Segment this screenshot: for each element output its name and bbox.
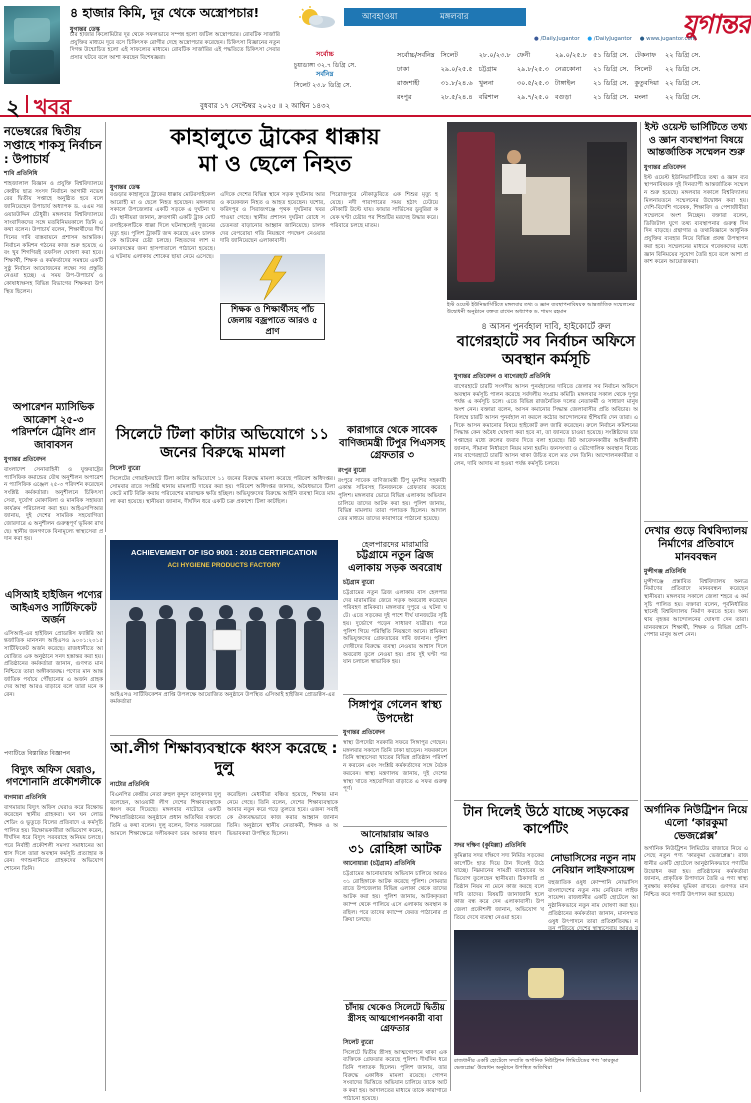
table-cell: ২৯.০/২৫.৫ — [440, 65, 473, 73]
table-cell: ৩০.৫/২৫.৩ — [516, 79, 549, 87]
column-middle — [343, 540, 447, 990]
teaser-byline: যুগান্তর ডেস্ক — [70, 26, 100, 33]
article-body: চট্টগ্রামের আনোয়ারায় অভিযান চালিয়ে আরও ৩১ রোহিঙ্গাকে আটক করেছে পুলিশ। সোমবার রাতে উপজেলার বিভিন্ন এলাকা থেকে তাদের আটক করা হয়। পুলিশ জানায়, আটককৃতরা ক্যাম্প থেকে পালিয়ে এসে এলাকায় অবস্থান করছিল। পরে তাদের ক্যাম্পে ফেরত পাঠানোর প্রক্রিয়া চলছে। — [343, 871, 447, 924]
twitter-icon: ● — [587, 36, 593, 42]
article-body: বাগমারায় বিদ্যুৎ অফিস ঘেরাও করে বিক্ষোভ করেছেন স্থানীয় গ্রাহকরা। ঘন ঘন লোডশেডিং ও ভুতুড়ে বিলের প্রতিবাদে এ কর্মসূচি পালিত হয়। বিক্ষোভকারীরা অভিযোগ করেন, দীর্ঘদিন ধরে বিদ্যুৎ সরবরাহে অনিয়ম চলছে। পরে নির্বাহী প্রকৌশলী সমস্যা সমাধানের আশ্বাস দিলে তারা অবস্থান কর্মসূচি প্রত্যাহার করেন। গণশুনানিতে গ্রাহকদের অভিযোগ শোনেন তিনি। — [4, 804, 103, 873]
table-cell: ২৯.৮/২৫.৩ — [516, 65, 549, 73]
twitter-link[interactable]: /DailyJugantor — [593, 36, 633, 42]
article-byline: যুগান্তর প্রতিবেদন — [644, 163, 686, 171]
max-value: চুয়াডাঙ্গা ৩২.৭ ডিগ্রি সে. — [294, 62, 357, 69]
table-cell: ২৯.৭/২৫.০ — [516, 93, 549, 101]
table-cell: চট্টগ্রাম — [478, 65, 497, 73]
table-cell: সর্বোচ্চ/সর্বনিম্ন — [397, 51, 435, 59]
table-cell: মংলা — [634, 93, 648, 101]
lead-body: এদিকে দেশের বিভিন্ন স্থানে সড়ক দুর্ঘটনায় আরও কয়েকজন নিহত ও আহত হয়েছেন। যশোর, ফরিদপুর ও সিরাজগঞ্জে পৃথক দুর্ঘটনার খবর পাওয়া গেছে। স্থানীয় প্রশাসন দুর্ঘটনা রোধে সচেতনতা বাড়ানোর আহ্বান জানিয়েছে। চালকদের বেপরোয়া গতি নিয়ন্ত্রণে পদক্ষেপ নেওয়ার দাবি জানিয়েছেন এলাকাবাসী। — [220, 192, 325, 245]
table-cell: ৩১.৮/২৪.৬ — [440, 79, 473, 87]
article-body: অর্গানিক নিউট্রিশন লিমিটেড বাজারে নিয়ে এসেছে নতুন পণ্য ‘কারকুমা ভেজপ্লেক্স’। রাজধানীর একটি হোটেলে আনুষ্ঠানিকভাবে পণ্যটির উদ্বোধন করা হয়। প্রতিষ্ঠানের কর্মকর্তারা জানান, প্রাকৃতিক উপাদানে তৈরি এ পণ্য স্বাস্থ্য সুরক্ষায় কার্যকর ভূমিকা রাখবে। গুণগত মান নিশ্চিত করে পণ্যটি উৎপাদন করা হয়েছে। — [644, 845, 748, 898]
article-byline: যুগান্তর প্রতিবেদন — [4, 456, 46, 463]
certification-block — [110, 540, 338, 730]
article-headline: এসিআই হাইজিন পণ্যের আইএসও সার্টিফিকেট অর্জন — [4, 590, 103, 626]
table-cell: কুতুবদিয়া — [634, 79, 659, 87]
table-cell: ২১ ডিগ্রি সে. — [593, 65, 629, 73]
article-byline: সিলেট ব্যুরো — [343, 1038, 374, 1046]
article-headline: দেখার গুড়ে বিশ্ববিদ্যালয় নির্মাণের প্রতিবাদে মানববন্ধন — [644, 521, 748, 564]
article-body: বিএনপির কেন্দ্রীয় নেতা রুহুল কুদ্দুস তালুকদার দুলু বলেছেন, আওয়ামী লীগ দেশের শিক্ষাব্যবস্থাকে ধ্বংস করে দিয়েছে। মঙ্গলবার নাটোরে একটি শিক্ষাপ্রতিষ্ঠানের অনুষ্ঠানে প্রধান অতিথির বক্তব্যে তিনি এ কথা বলেন। দুলু বলেন, বিগত সরকারের আমলে শিক্ষাক্ষেত্রে দলীয়করণ চরম আকার ধারণ করেছিল। মেধাবীরা বঞ্চিত হয়েছে, শিক্ষার মান নেমে গেছে। তিনি বলেন, দেশের শিক্ষাব্যবস্থাকে আবার নতুন করে গড়ে তুলতে হবে। এজন্য সবাইকে ঐক্যবদ্ধভাবে কাজ করার আহ্বান জানান তিনি। অনুষ্ঠানে স্থানীয় নেতাকর্মী, শিক্ষক ও অভিভাবকরা উপস্থিত ছিলেন। — [110, 792, 338, 837]
article-headline: নোভাসিসের নতুন নাম নেবিয়ান লাইফসায়েন্স — [550, 853, 636, 876]
lead-body: পিরোজপুরে নৌকাডুবিতে এক শিশুর মৃত্যু হয়েছে। নদী পারাপারের সময় হঠাৎ ঢেউয়ে নৌকাটি উল্টে যায়। ফায়ার সার্ভিসের ডুবুরিরা কয়েক ঘণ্টা চেষ্টার পর শিশুটির মরদেহ উদ্ধার করে। পরিবারে চলছে মাতম। — [330, 192, 439, 229]
page-number: ২ — [6, 96, 21, 121]
event-photo — [454, 930, 638, 1055]
masthead-logo[interactable]: যুগান্তর — [682, 10, 750, 40]
table-cell: ২২ ডিগ্রি সে. — [664, 51, 701, 59]
article-byline: শাবি প্রতিনিধি — [4, 170, 38, 177]
article-byline: চট্টগ্রাম ব্যুরো — [343, 579, 375, 586]
photo-caption: ইস্ট ওয়েস্ট ইউনিভার্সিটিতে মঙ্গলবার তথ্য ও জ্ঞান ব্যবস্থাপনাবিষয়ক আন্তর্জাতিক সম্মেলনের উদ্বোধনী অনুষ্ঠানে বক্তব্য রাখেন অধ্যাপক ড. শামস রহমান — [447, 302, 635, 315]
article-headline: সিঙ্গাপুর গেলেন স্বাস্থ্য উপদেষ্টা — [343, 694, 447, 725]
weather-label: আবহাওয়া — [362, 12, 398, 22]
lead-body: বগুড়ার কাহালুতে ট্রাকের ধাক্কায় মোটরসাইকেল আরোহী মা ও ছেলে নিহত হয়েছেন। মঙ্গলবার সকালে উপজেলার একটি সড়কে এ দুর্ঘটনা ঘটে। স্থানীয়রা জানান, দ্রুতগামী একটি ট্রাক মোটরসাইকেলটিকে ধাক্কা দিলে ঘটনাস্থলেই দুজনের মৃত্যু হয়। পুলিশ ট্রাকটি জব্দ করেছে এবং চালককে আটকের চেষ্টা চলছে। নিহতদের লাশ ময়নাতদন্তের জন্য হাসপাতালে পাঠানো হয়েছে। এ ঘটনায় এলাকায় শোকের ছায়া নেমে এসেছে। — [110, 192, 215, 260]
article-headline: নভেম্বরের দ্বিতীয় সপ্তাহে শাকসু নির্বাচন : উপাচার্য — [4, 124, 102, 166]
table-cell: ২১ ডিগ্রি সে. — [593, 93, 629, 101]
article-body: সিলেটের গোয়াইনঘাটে টিলা কাটার অভিযোগে ১১ জনের বিরুদ্ধে মামলা করেছে পরিবেশ অধিদপ্তর। সোমবার রাতে সংশ্লিষ্ট থানায় মামলাটি দায়ের করা হয়। পরিবেশ অধিদপ্তর জানায়, অবৈধভাবে টিলা কেটে মাটি বিক্রি করায় পরিবেশের মারাত্মক ক্ষতি হচ্ছিল। অভিযুক্তদের বিরুদ্ধে আইনি ব্যবস্থা নিতে মামলা করা হয়েছে। স্থানীয়রা জানান, দীর্ঘদিন ধরে একটি চক্র প্রকাশ্যে টিলা কাটছিল। — [110, 476, 335, 506]
article-headline: চাঁদায় থেকেও সিলেটে দ্বিতীয় স্ত্রীসহ আত্মগোপনকারী বাবা গ্রেফতার — [343, 1000, 447, 1035]
table-row — [394, 48, 703, 62]
cert-caption: আইএসও সার্টিফিকেশন প্রাপ্তি উপলক্ষে আয়োজিত অনুষ্ঠানে উপস্থিত এসিআই হাইজিন প্রোডাক্টস-এর কর্মকর্তারা — [110, 692, 335, 706]
folio-divider — [26, 95, 28, 113]
table-cell: ২৯.০/২৫.৮ — [554, 51, 588, 59]
article-headline: সিলেটে টিলা কাটার অভিযোগে ১১ জনের বিরুদ্ধে মামলা — [116, 425, 329, 461]
article-body: স্বাস্থ্য উপদেষ্টা সরকারি সফরে সিঙ্গাপুর গেছেন। মঙ্গলবার সকালে তিনি ঢাকা ছাড়েন। সফরকালে তিনি স্বাস্থ্যসেবা খাতের বিভিন্ন প্রতিষ্ঠান পরিদর্শন করবেন এবং সংশ্লিষ্ট কর্মকর্তাদের সঙ্গে বৈঠক করবেন। স্বাস্থ্য মন্ত্রণালয় জানায়, দুই দেশের স্বাস্থ্য খাতে সহযোগিতা বাড়াতে এ সফর গুরুত্বপূর্ণ। — [343, 740, 447, 793]
people-silhouettes — [118, 600, 330, 690]
event-caption: রাজধানীর একটি হোটেলে সম্প্রতি অর্গানিক নিউট্রিশন লিমিটেডের পণ্য ‘কারকুমা ভেজপ্লেক্স’ উদ্বোধন অনুষ্ঠানে উপস্থিত অতিথিরা — [454, 1058, 619, 1071]
table-cell: ঢাকা — [397, 65, 410, 73]
article-headline: ইস্ট ওয়েস্ট ভার্সিটিতে তথ্য ও জ্ঞান ব্যবস্থাপনা বিষয়ে আন্তর্জাতিক সম্মেলন শুরু — [644, 122, 748, 158]
facebook-link[interactable]: /Daily.Jugantor — [540, 36, 580, 42]
lightning-icon — [220, 254, 325, 302]
article-headline: অপারেশন ম্যাসিভিক আক্রোশ ২৫-৩ পরিদর্শনে ট্রেনিং প্রান জাবাবসন — [11, 402, 96, 451]
table-cell: ২২ ডিগ্রি সে. — [664, 65, 701, 73]
article-headline: টান দিলেই উঠে যাচ্ছে সড়কের কার্পেটিং — [454, 800, 638, 838]
article-headline: কারাগারে থেকে সাবেক বাণিজ্যমন্ত্রী টিপুর পিএসসহ গ্রেফতার ৩ — [339, 425, 445, 461]
article-kicker: ৪ আসন পুনর্বহাল দাবি, হাইকোর্টে রুল — [481, 322, 611, 332]
lead-byline: যুগান্তর ডেস্ক — [110, 184, 140, 191]
article-body: রংপুরে সাবেক বাণিজ্যমন্ত্রী টিপু মুনশির সহকারী একান্ত সচিবসহ তিনজনকে গ্রেফতার করেছে পুলিশ। মঙ্গলবার ভোরে বিভিন্ন এলাকায় অভিযান চালিয়ে তাদের আটক করা হয়। পুলিশ জানায়, বিভিন্ন মামলায় তারা পলাতক ছিলেন। আদালতের মাধ্যমে তাদের কারাগারে পাঠানো হয়েছে। — [338, 477, 446, 523]
min-value: সিলেট ২৩.৮ ডিগ্রি সে. — [294, 82, 352, 89]
section-name: খবর — [34, 95, 72, 119]
article-body: বাংলাদেশ সেনাবাহিনী ও যুক্তরাষ্ট্রের প্যাসিফিক কমান্ডের যৌথ অনুশীলন অপারেশন প্যাসিফিক এঞ্জেল ২৫-৩ পরিদর্শন করেছেন সংশ্লিষ্ট কর্মকর্তারা। অনুশীলনে চিকিৎসা সেবা, দুর্যোগ মোকাবিলা ও মানবিক সহায়তা কার্যক্রম পরিচালনা করা হয়। আইএসপিআর জানায়, দুই দেশের সামরিক সহযোগিতা জোরদারে এ অনুশীলন গুরুত্বপূর্ণ ভূমিকা রাখছে। স্থানীয় জনগণকে বিনামূল্যে স্বাস্থ্যসেবা প্রদান করা হয়। — [4, 467, 103, 543]
facebook-icon: ● — [534, 36, 539, 42]
column-rule — [105, 122, 106, 532]
teaser-body: চার হাজার কিলোমিটার দূর থেকে সফলভাবে সম্পন্ন হলো জটিল অস্ত্রোপচার। রোবটিক সার্জারি প্রযুক্তির মাধ্যমে দূরে বসে চিকিৎসক রোগীর দেহে অস্ত্রোপচার করেছেন। চিকিৎসা বিজ্ঞানের নতুন দিগন্ত উন্মোচিত হলো এই সাফল্যের মাধ্যমে। রোবটিক সার্জারির এই পদ্ধতিতে চিকিৎসা সেবার প্রসার ঘটবে বলে আশা করছেন বিশেষজ্ঞরা। — [70, 32, 280, 62]
article-byline: সদর দক্ষিণ (কুমিল্লা) প্রতিনিধি — [454, 842, 526, 849]
table-cell: ২৮.৫/২৪.৪ — [440, 93, 473, 101]
folio-date: বুধবার ১৭ সেপ্টেম্বর ২০২৫ ॥ ২ আশ্বিন ১৪৩২ — [200, 102, 331, 110]
weather-panel — [284, 0, 751, 101]
article-headline: বাগেরহাটে সব নির্বাচন অফিসে অবস্থান কর্মসূচি — [456, 334, 636, 368]
table-cell: ফেনী — [516, 51, 531, 59]
max-label: সর্বোচ্চ — [316, 50, 334, 58]
article-body: সিলেটে দ্বিতীয় স্ত্রীসহ আত্মগোপনে থাকা এক ব্যক্তিকে গ্রেফতার করেছে পুলিশ। দীর্ঘদিন ধরে তিনি পলাতক ছিলেন। পুলিশ জানায়, তার বিরুদ্ধে একাধিক মামলা রয়েছে। গোপন সংবাদের ভিত্তিতে অভিযান চালিয়ে তাকে আটক করা হয়। আদালতের মাধ্যমে তাকে কারাগারে পাঠানো হয়েছে। — [343, 1049, 447, 1102]
table-row — [394, 76, 703, 90]
social-bar — [534, 36, 750, 46]
article-body: চট্টগ্রামের নতুন ব্রিজ এলাকায় বাস হেলপারদের মারামারির জেরে সড়ক অবরোধ করেছেন পরিবহণ শ্রমিকরা। মঙ্গলবার দুপুরে এ ঘটনা ঘটে। এতে সড়কের দুই পাশে দীর্ঘ যানজটের সৃষ্টি হয়। দুর্ভোগে পড়েন সাধারণ যাত্রীরা। পরে পুলিশ গিয়ে পরিস্থিতি নিয়ন্ত্রণে আনে। শ্রমিকরা অভিযুক্তদের গ্রেফতারের দাবি জানান। পুলিশ দোষীদের বিরুদ্ধে ব্যবস্থা নেওয়ার আশ্বাস দিলে অবরোধ তুলে নেওয়া হয়। প্রায় দুই ঘণ্টা পর যান চলাচল স্বাভাবিক হয়। — [343, 590, 447, 666]
surgery-photo — [4, 6, 60, 84]
table-cell: নেত্রকোনা — [554, 65, 582, 73]
article-byline: যুগান্তর প্রতিবেদন ও বাগেরহাট প্রতিনিধি — [454, 373, 551, 380]
article-body: শাহজালাল বিজ্ঞান ও প্রযুক্তি বিশ্ববিদ্যালয়ে কেন্দ্রীয় ছাত্র সংসদ নির্বাচন আগামী নভেম্বরের দ্বিতীয় সপ্তাহে অনুষ্ঠিত হবে বলে জানিয়েছেন উপাচার্য অধ্যাপক ড. এএম সরওয়ারউদ্দিন চৌধুরী। মঙ্গলবার বিশ্ববিদ্যালয়ে সাংবাদিকদের সঙ্গে মতবিনিময়কালে তিনি এ কথা বলেন। উপাচার্য বলেন, শিক্ষার্থীদের দীর্ঘদিনের দাবি বাস্তবায়নে প্রশাসন আন্তরিক। নির্বাচন কমিশন গঠনের কাজ শুরু হয়েছে এবং খুব শিগগিরই তফসিল ঘোষণা করা হবে। শিক্ষার্থী, শিক্ষক ও কর্মকর্তাদের সমন্বয়ে একটি সুষ্ঠু নির্বাচন আয়োজনের লক্ষ্যে সব প্রস্তুতি নেওয়া হচ্ছে। এ সময় উপ-উপাচার্য ও কোষাধ্যক্ষসহ বিভিন্ন বিভাগের শিক্ষকরা উপস্থিত ছিলেন। — [4, 181, 103, 295]
column-left — [4, 122, 103, 1092]
table-cell: বরিশাল — [478, 93, 499, 101]
table-cell: সিলেট — [634, 65, 652, 73]
table-cell: ৫১ ডিগ্রি সে. — [593, 51, 629, 59]
website-link[interactable]: www.jugantor.com — [646, 36, 697, 42]
top-teaser — [0, 0, 282, 87]
article-byline: মুন্সীগঞ্জ প্রতিনিধি — [644, 567, 686, 575]
conference-photo — [447, 122, 637, 300]
lead-headline-line1: কাহালুতে ট্রাকের ধাক্কায় — [170, 125, 380, 150]
article-byline: আনোয়ারা (চট্টগ্রাম) প্রতিনিধি — [343, 860, 416, 867]
table-cell: ২২ ডিগ্রি সে. — [664, 93, 701, 101]
min-label: সর্বনিম্ন — [316, 70, 334, 78]
inset-caption: শিক্ষক ও শিক্ষার্থীসহ পাঁচ জেলায় বজ্রপাতে আরও ৫ প্রাণ — [220, 303, 325, 340]
max-temp-box — [294, 48, 394, 69]
article-body: বহুজাতিক ওষুধ কোম্পানি নোভাসিস বাংলাদেশের নতুন নাম নেবিয়ান লাইফসায়েন্স। রাজধানীর একটি হোটেলে আনুষ্ঠানিকভাবে নতুন নাম ঘোষণা করা হয়। প্রতিষ্ঠানের কর্মকর্তারা জানান, মানসম্মত ওষুধ উৎপাদনে তারা প্রতিশ্রুতিবদ্ধ। ন — [548, 880, 638, 925]
table-cell: সিলেট — [440, 51, 458, 59]
article-headline: আ.লীগ শিক্ষাব্যবস্থাকে ধ্বংস করেছে : দুলু — [110, 735, 338, 777]
article-byline: রংপুর ব্যুরো — [338, 466, 366, 474]
article-byline: বাগমারা প্রতিনিধি — [4, 793, 47, 801]
column-rule — [450, 425, 451, 1091]
table-row — [394, 62, 703, 76]
min-temp-box — [294, 68, 394, 89]
teaser-headline: ৪ হাজার কিমি, দূর থেকে অস্ত্রোপচার! — [70, 5, 260, 20]
article-note: পণ্যটিতে বিস্তারিত বিজ্ঞাপন — [4, 749, 70, 757]
politics-story — [110, 735, 338, 1092]
article-body: মুন্সীগঞ্জে প্রস্তাবিত বিশ্ববিদ্যালয় অন্যত্র নির্মাণের প্রতিবাদে মানববন্ধন করেছেন স্থানীয়রা। মঙ্গলবার সকালে জেলা শহরে এ কর্মসূচি পালিত হয়। বক্তারা বলেন, পূর্বনির্ধারিত স্থানেই বিশ্ববিদ্যালয় নির্মাণ করতে হবে। অন্যথায় বৃহত্তর আন্দোলনের ঘোষণা দেন তারা। মানববন্ধনে শিক্ষার্থী, শিক্ষক ও বিভিন্ন শ্রেণি-পেশার মানুষ অংশ নেন। — [644, 578, 748, 639]
cert-subtitle: ACI HYGIENE PRODUCTS FACTORY — [167, 562, 281, 569]
table-cell: রাজশাহী — [397, 79, 420, 87]
article-byline: নাটোর প্রতিনিধি — [110, 781, 150, 788]
article-headline: ৩১ রোহিঙ্গা আটক — [348, 841, 442, 856]
article-headline: চট্টগ্রামে নতুন ব্রিজ এলাকায় সড়ক অবরোধ — [348, 550, 442, 574]
column-far-right — [644, 122, 748, 1092]
column-rule — [640, 122, 641, 1092]
article-headline: বিদ্যুৎ অফিস ঘেরাও, গণশোনানি প্রকৌশলীকে — [5, 764, 102, 788]
article-body: ইস্ট ওয়েস্ট ইউনিভার্সিটিতে তথ্য ও জ্ঞান ব্যবস্থাপনাবিষয়ক দুই দিনব্যাপী আন্তর্জাতিক সম্মেলন শুরু হয়েছে। মঙ্গলবার সকালে বিশ্ববিদ্যালয় মিলনায়তনে সম্মেলনের উদ্বোধন করা হয়। দেশি-বিদেশি গবেষক, শিক্ষাবিদ ও পেশাজীবীরা সম্মেলনে অংশ নিচ্ছেন। বক্তারা বলেন, ডিজিটাল যুগে তথ্য ব্যবস্থাপনার গুরুত্ব দিন দিন বাড়ছে। গ্রন্থাগার ও তথ্যবিজ্ঞানে আধুনিক প্রযুক্তির ব্যবহার নিয়ে বিভিন্ন প্রবন্ধ উপস্থাপন করা হবে। সম্মেলনের মাধ্যমে গবেষকদের মধ্যে জ্ঞান বিনিময়ের সুযোগ তৈরি হবে বলে আশা প্রকাশ করেন আয়োজকরা। — [644, 174, 748, 266]
weather-label-bar — [344, 8, 526, 26]
article-body: বাগেরহাটে চারটি সংসদীয় আসন পুনর্বহালের দাবিতে জেলার সব নির্বাচন অফিসে অবস্থান কর্মসূচি পালন করেছে সর্বদলীয় সংগ্রাম কমিটি। মঙ্গলবার সকাল থেকে দুপুর পর্যন্ত এ কর্মসূচি চলে। এতে বিভিন্ন রাজনৈতিক দলের নেতাকর্মী ও সাধারণ মানুষ অংশ নেন। বক্তারা বলেন, আসন কমানোর সিদ্ধান্ত জেলাবাসীর প্রতি অবিচার। অবিলম্বে চারটি আসন পুনর্বহাল না করলে কঠোর আন্দোলনের হুঁশিয়ারি দেন তারা। এদিকে আসন কমানোর বিষয়ে হাইকোর্ট রুল জারি করেছেন। রুলে নির্বাচন কমিশনের সিদ্ধান্ত কেন অবৈধ ঘোষণা করা হবে না, তা জানতে চাওয়া হয়েছে। সংশ্লিষ্টদের চার সপ্তাহের মধ্যে রুলের জবাব দিতে বলা হয়েছে। রিট আবেদনকারীর আইনজীবী জানান, সীমানা নির্ধারণে নিয়ম মানা হয়নি। জনসংখ্যা ও ভৌগোলিক অবস্থান বিবেচনায় বাগেরহাটে চারটি আসন থাকা উচিত বলে মত দেন তিনি। আন্দোলনকারীরা বলেন, দাবি আদায় না হওয়া পর্যন্ত কর্মসূচি চলবে। — [454, 384, 638, 468]
column-center-left — [110, 425, 335, 535]
table-cell: টাঙ্গাইল — [554, 79, 576, 87]
sun-cloud-icon — [294, 6, 338, 30]
table-cell: খুলনা — [478, 79, 494, 87]
article-kicker: আনোয়ারায় আরও — [343, 826, 447, 841]
table-cell: ২২ ডিগ্রি সে. — [664, 79, 701, 87]
article-body: কুমিল্লার সদর দক্ষিণে সদ্য নির্মিত সড়কের কার্পেটিং হাত দিয়ে টান দিলেই উঠে যাচ্ছে। নিম্নমানের সামগ্রী ব্যবহারের অভিযোগ তুলেছেন স্থানীয়রা। ঠিকাদারি প্রতিষ্ঠান নিয়ম না মেনে কাজ করছে বলে দাবি তাদের। বিষয়টি জানাজানি হলে কাজ বন্ধ করে দেন এলাকাবাসী। উপজেলা প্রকৌশলী জানান, অভিযোগ খতিয়ে দেখে ব্যবস্থা নেওয়া হবে। — [454, 853, 544, 921]
article-headline: অর্গানিক নিউট্রিশন নিয়ে এলো ‘কারকুমা ভেজপ্লেক্স’ — [644, 800, 748, 843]
lead-story — [110, 122, 440, 422]
article-byline: সিলেট ব্যুরো — [110, 465, 141, 472]
article-body: এসিআই-এর হাইজিন প্রোডাক্টস ফ্যাক্টরি আন্তর্জাতিক মানসনদ আইএসও ৯০০১:২০১৫ সার্টিফিকেট অর্জন করেছে। রাজধানীতে আয়োজিত এক অনুষ্ঠানে সনদ হস্তান্তর করা হয়। প্রতিষ্ঠানের কর্মকর্তারা জানান, গুণগত মান নিশ্চিতে তারা অঙ্গীকারবদ্ধ। পণ্যের মান আন্তর্জাতিক পর্যায়ে পৌঁছানোর এ অর্জন গ্রাহকদের আস্থা আরও বাড়াবে বলে তারা মনে করেন। — [4, 630, 103, 699]
article-kicker: হেলপারদের মারামারি — [361, 540, 429, 549]
arrest-story — [343, 1000, 447, 1102]
table-cell: ২১ ডিগ্রি সে. — [593, 79, 629, 87]
table-cell: রংপুর — [397, 93, 412, 101]
column-center-story — [338, 425, 446, 535]
folio-bar — [0, 91, 751, 121]
cert-banner: ACHIEVEMENT OF ISO 9001 : 2015 CERTIFICATION — [131, 548, 317, 557]
column-rule — [105, 535, 106, 1091]
article-byline: যুগান্তর প্রতিবেদন — [343, 729, 385, 736]
weather-day: মঙ্গলবার — [440, 12, 469, 22]
table-cell: টেকনাফ — [634, 51, 657, 59]
table-cell: বগুড়া — [554, 93, 572, 101]
globe-icon: ● — [639, 36, 645, 42]
lead-headline-line2: মা ও ছেলে নিহত — [198, 152, 352, 177]
table-cell: ২৮.০/২৩.৮ — [478, 51, 511, 59]
lead-inset — [220, 254, 325, 337]
